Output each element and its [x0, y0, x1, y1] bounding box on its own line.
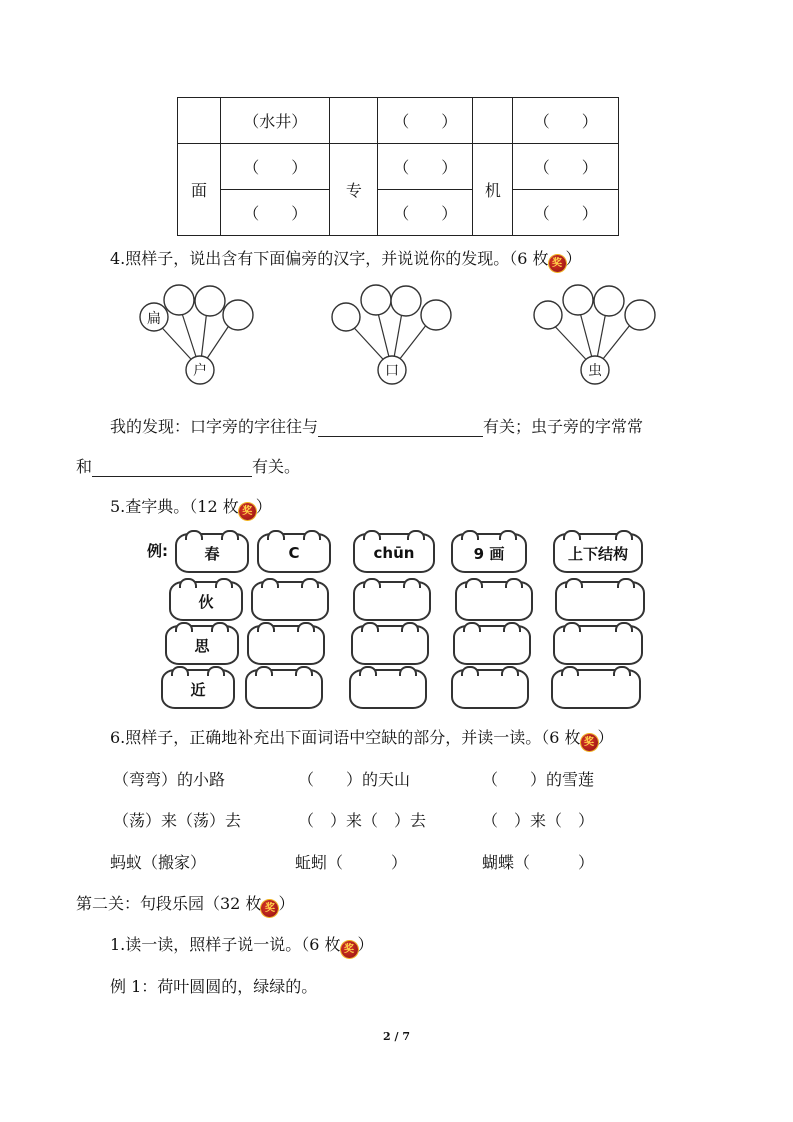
example-label: 例: — [147, 542, 168, 560]
q4-finding-line2 — [76, 454, 300, 477]
answer-cloud[interactable] — [451, 669, 529, 709]
q6-item[interactable]: （ ）来（ ）去 — [298, 811, 427, 830]
answer-cloud[interactable] — [455, 581, 533, 621]
q6-item[interactable]: （ ）的天山 — [298, 770, 411, 789]
answer-blank[interactable] — [92, 476, 252, 477]
example-cloud: chūn — [353, 533, 435, 573]
section2-close: ） — [278, 894, 295, 913]
table-cell — [330, 98, 378, 144]
section2-title — [76, 891, 294, 917]
table-cell — [178, 98, 221, 144]
q6-close: ） — [597, 728, 614, 747]
q6-item[interactable]: 蝴蝶（ ） — [482, 853, 595, 872]
answer-cloud[interactable] — [349, 669, 427, 709]
q4-title-text: 4.照样子，说出含有下面偏旁的汉字，并说说你的发现。（6 枚 — [110, 249, 549, 268]
word-table — [177, 97, 619, 236]
q6-item[interactable]: 蚯蚓（ ） — [295, 853, 408, 872]
radical-fan-chong — [532, 283, 682, 388]
table-char: 机 — [473, 144, 513, 236]
answer-cloud[interactable] — [245, 669, 323, 709]
char-cloud: 近 — [161, 669, 235, 709]
blank-paren: （ ） — [533, 204, 598, 223]
answer-cloud[interactable] — [551, 669, 641, 709]
answer-cloud[interactable] — [247, 625, 325, 665]
table-char: 面 — [178, 144, 221, 236]
blank-paren: （ ） — [243, 204, 308, 223]
answer-cloud[interactable] — [453, 625, 531, 665]
blank-paren: （ ） — [393, 204, 458, 223]
radical-fan-kou — [330, 283, 480, 388]
finding-text: 有关；虫子旁的字常常 — [483, 417, 644, 436]
radical-label: 虫 — [588, 363, 602, 379]
section2-q1-close: ） — [357, 935, 374, 954]
q6-item: （荡）来（荡）去 — [113, 811, 242, 830]
table-cell — [473, 98, 513, 144]
radical-label: 户 — [193, 363, 207, 379]
q6-item: （弯弯）的小路 — [113, 770, 226, 789]
example-char: 扁 — [147, 311, 161, 327]
finding-text: 我的发现：口字旁的字往往与 — [110, 417, 319, 436]
answer-cloud[interactable] — [553, 625, 643, 665]
section2-q1 — [110, 932, 374, 958]
q6-title — [110, 725, 614, 751]
prize-icon: 奖 — [239, 503, 256, 520]
q4-title — [110, 246, 582, 272]
answer-cloud[interactable] — [555, 581, 645, 621]
prize-icon: 奖 — [261, 900, 278, 917]
section2-q1-text: 1.读一读，照样子说一说。（6 枚 — [110, 935, 341, 954]
table-cell — [221, 144, 330, 236]
q4-close: ） — [565, 249, 582, 268]
finding-text: 有关。 — [252, 457, 301, 476]
page-number: 2 / 7 — [383, 1030, 410, 1043]
prize-icon: 奖 — [581, 734, 598, 751]
char-cloud: 思 — [165, 625, 239, 665]
example-cloud: 上下结构 — [553, 533, 643, 573]
q5-close: ） — [255, 497, 272, 516]
q6-item[interactable]: （ ）来（ ） — [482, 811, 595, 830]
table-cell — [513, 144, 619, 236]
example-cloud: 9 画 — [451, 533, 527, 573]
q6-title-text: 6.照样子，正确地补充出下面词语中空缺的部分，并读一读。（6 枚 — [110, 728, 581, 747]
table-cell: （ ） — [378, 98, 473, 144]
section2-example: 例 1：荷叶圆圆的，绿绿的。 — [110, 977, 318, 996]
blank-paren: （ ） — [221, 144, 329, 190]
answer-cloud[interactable] — [353, 581, 431, 621]
blank-paren: （ ） — [378, 144, 472, 190]
prize-icon: 奖 — [549, 255, 566, 272]
example-cloud: C — [257, 533, 331, 573]
table-char: 专 — [330, 144, 378, 236]
char-cloud: 伙 — [169, 581, 243, 621]
dictionary-grid — [147, 529, 657, 715]
table-cell: （水井） — [221, 98, 330, 144]
answer-cloud[interactable] — [251, 581, 329, 621]
section2-title-text: 第二关：句段乐园（32 枚 — [76, 894, 262, 913]
q6-item[interactable]: （ ）的雪莲 — [482, 770, 595, 789]
q6-item: 蚂蚁（搬家） — [110, 853, 207, 872]
q5-title — [110, 494, 272, 520]
example-cloud: 春 — [175, 533, 249, 573]
q5-title-text: 5.查字典。（12 枚 — [110, 497, 239, 516]
prize-icon: 奖 — [341, 941, 358, 958]
radical-label: 口 — [385, 363, 399, 379]
table-cell: （ ） — [513, 98, 619, 144]
q4-finding-line1 — [110, 414, 643, 437]
radical-fan-hu — [130, 283, 280, 388]
blank-paren: （ ） — [513, 144, 618, 190]
table-cell — [378, 144, 473, 236]
answer-cloud[interactable] — [351, 625, 429, 665]
answer-blank[interactable] — [318, 436, 483, 437]
finding-text: 和 — [76, 457, 93, 476]
